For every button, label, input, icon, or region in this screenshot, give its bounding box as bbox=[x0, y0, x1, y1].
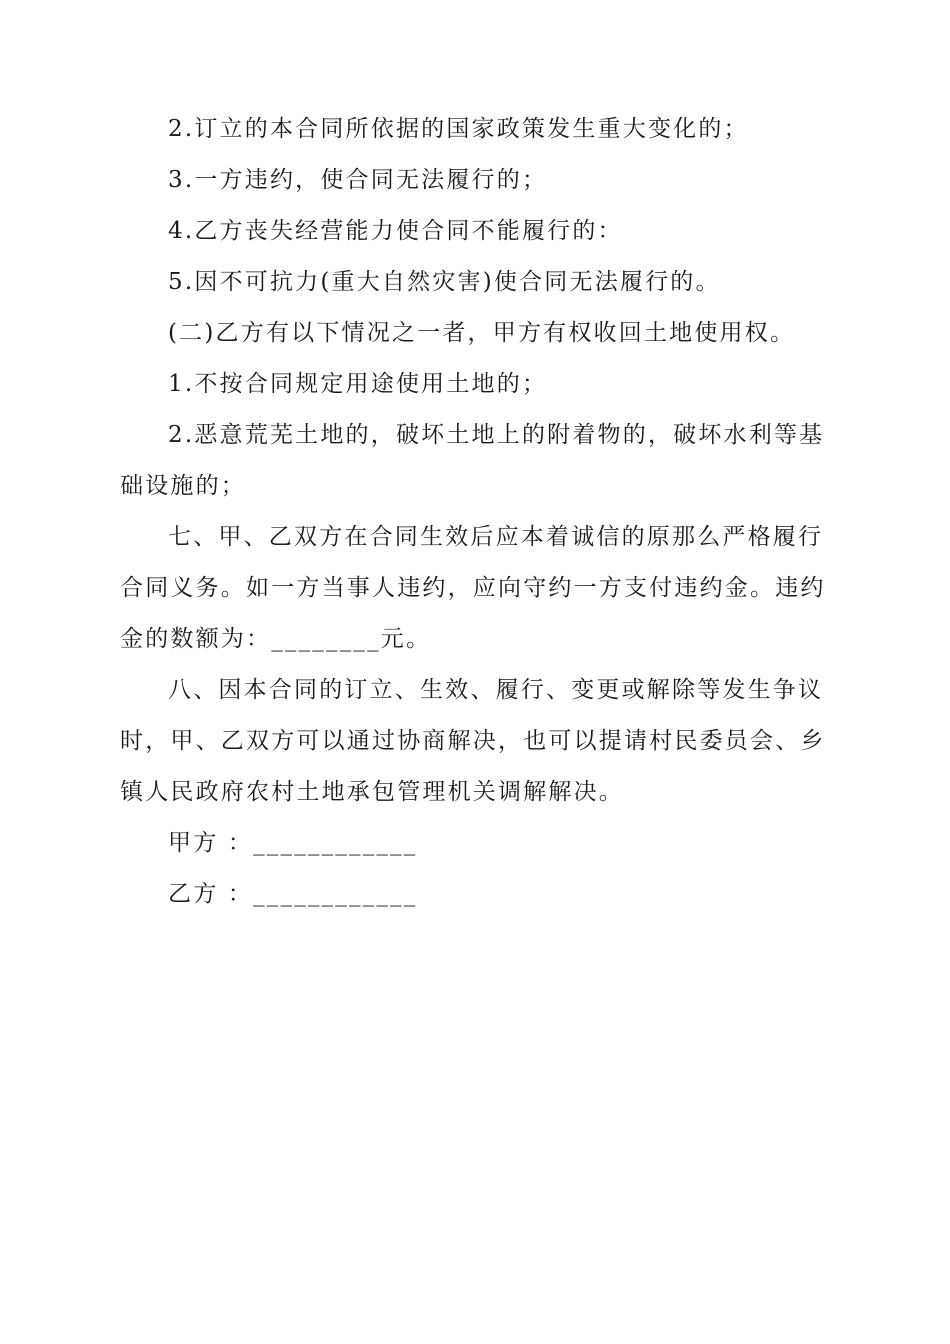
paragraph-subclause-2: 2.恶意荒芜土地的，破坏土地上的附着物的，破坏水利等基础设施的； bbox=[120, 422, 825, 499]
paragraph-clause-2: 2.订立的本合同所依据的国家政策发生重大变化的； bbox=[168, 116, 749, 142]
signature-party-a: 甲方 ：____________ bbox=[168, 830, 418, 856]
paragraph-section-two: (二)乙方有以下情况之一者，甲方有权收回土地使用权。 bbox=[168, 320, 796, 346]
paragraph-clause-4: 4.乙方丧失经营能力使合同不能履行的： bbox=[168, 218, 623, 244]
paragraph-clause-3: 3.一方违约，使合同无法履行的； bbox=[168, 167, 548, 193]
paragraph-clause-5: 5.因不可抗力(重大自然灾害)使合同无法履行的。 bbox=[168, 269, 721, 295]
signature-party-b: 乙方 ：____________ bbox=[168, 881, 418, 907]
paragraph-article-seven: 七、甲、乙双方在合同生效后应本着诚信的原那么严格履行合同义务。如一方当事人违约，应向守约一方支付违约金。违约金的数额为：________元。 bbox=[120, 524, 826, 652]
paragraph-article-eight: 八、因本合同的订立、生效、履行、变更或解除等发生争议时，甲、乙双方可以通过协商解决，也可以提请村民委员会、乡镇人民政府农村土地承包管理机关调解解决。 bbox=[120, 677, 826, 805]
paragraph-subclause-1: 1.不按合同规定用途使用土地的； bbox=[168, 371, 548, 397]
document-body bbox=[120, 104, 832, 920]
